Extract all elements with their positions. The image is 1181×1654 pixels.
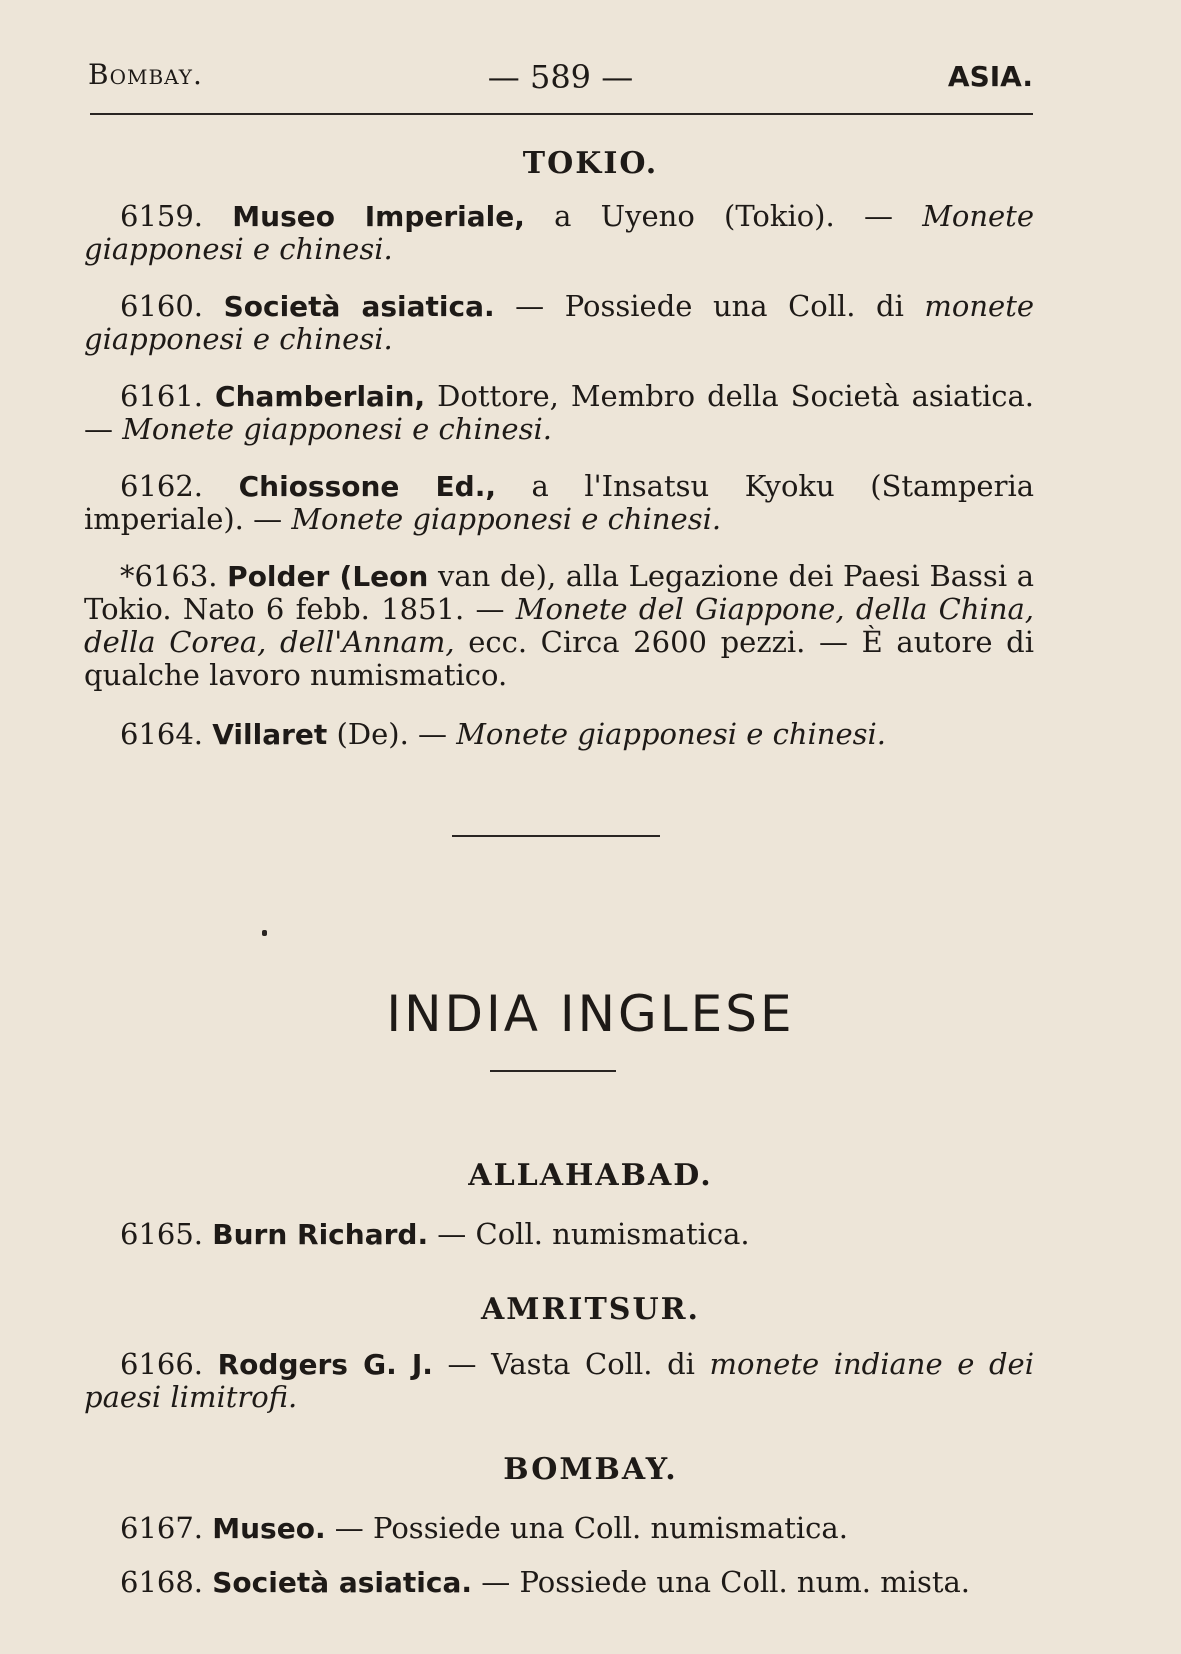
entry-text: — Coll. numismatica. — [428, 1217, 750, 1251]
entry-tail: ecc. Circa 2600 pezzi. — È autore di qualche lavoro numismatico. — [84, 625, 1034, 692]
entry-6165 — [84, 1218, 1034, 1251]
entry-text: a l'Insatsu Kyoku (Stamperia imperiale). — — [84, 469, 1035, 536]
title-underline — [490, 1070, 616, 1072]
entry-number: 6160. — [120, 289, 204, 323]
entry-6164 — [84, 718, 1034, 751]
entry-text: — Possiede una Coll. num. mista. — [472, 1565, 971, 1599]
entry-number: 6167. — [120, 1511, 204, 1545]
entry-name: Museo Imperiale, — [232, 200, 525, 233]
entry-name: Chiossone Ed., — [238, 470, 496, 503]
entry-number: 6164. — [120, 717, 204, 751]
entry-text: — Vasta Coll. di — [432, 1347, 710, 1381]
section-heading-amritsur: AMRITSUR. — [481, 1292, 700, 1327]
header-right: ASIA. — [947, 60, 1033, 93]
entry-number: 6162. — [120, 469, 204, 503]
entry-italic: monete indiane e dei paesi limitrofi. — [84, 1347, 1034, 1414]
entry-number: 6165. — [120, 1217, 204, 1251]
entry-number: 6168. — [120, 1565, 204, 1599]
header-left: Bombay. — [88, 58, 203, 91]
entry-text: — Possiede una Coll. di — [494, 289, 925, 323]
entry-number: 6159. — [120, 199, 204, 233]
entry-name: Polder (Leon — [227, 560, 429, 593]
header-rule — [90, 113, 1033, 115]
entry-italic: Monete del Giappone, della China, della Corea, dell'Annam, — [84, 592, 1034, 659]
entry-name: Società asiatica. — [212, 1566, 473, 1599]
entry-number: *6163. — [120, 559, 218, 593]
entry-name: Burn Richard. — [212, 1218, 429, 1251]
entry-italic: Monete giapponesi e chinesi. — [84, 199, 1034, 266]
entry-6166 — [84, 1348, 1034, 1414]
entry-text: — Possiede una Coll. numismatica. — [325, 1511, 848, 1545]
entry-name: Rodgers G. J. — [217, 1348, 433, 1381]
entry-name: Museo. — [212, 1512, 326, 1545]
entry-name: Villaret — [212, 718, 328, 751]
entry-text: (De). — — [327, 717, 457, 751]
running-header — [88, 50, 1033, 100]
ink-speck — [262, 930, 267, 936]
entry-name: Società asiatica. — [223, 290, 495, 323]
entry-6163 — [84, 560, 1034, 692]
entry-6162 — [84, 470, 1034, 536]
entry-number: 6161. — [120, 379, 204, 413]
entry-italic: monete giapponesi e chinesi. — [84, 289, 1035, 356]
entry-text: a Uyeno (Tokio). — — [524, 199, 923, 233]
section-heading-tokio: TOKIO. — [522, 146, 659, 181]
entry-6161 — [84, 380, 1034, 446]
entry-italic: Monete giapponesi e chinesi. — [122, 412, 552, 446]
entry-number: 6166. — [120, 1347, 204, 1381]
entry-6168 — [84, 1566, 1034, 1599]
section-heading-allahabad: ALLAHABAD. — [468, 1158, 713, 1193]
entry-6159 — [84, 200, 1034, 266]
section-heading-bombay: BOMBAY. — [503, 1452, 678, 1487]
entry-text: Dottore, Membro della Società asiatica. — — [84, 379, 1035, 446]
entry-6167 — [84, 1512, 1034, 1545]
entry-italic: Monete giapponesi e chinesi. — [456, 717, 886, 751]
entry-name: Chamberlain, — [215, 380, 426, 413]
section-divider — [452, 835, 660, 837]
chapter-title: INDIA INGLESE — [386, 985, 795, 1043]
entry-italic: Monete giapponesi e chinesi. — [291, 502, 722, 536]
page-number: — 589 — — [487, 58, 634, 96]
entry-text: van de), alla Legazione dei Paesi Bassi a Tokio. Nato 6 febb. 1851. — — [84, 559, 1035, 626]
entry-6160 — [84, 290, 1034, 356]
